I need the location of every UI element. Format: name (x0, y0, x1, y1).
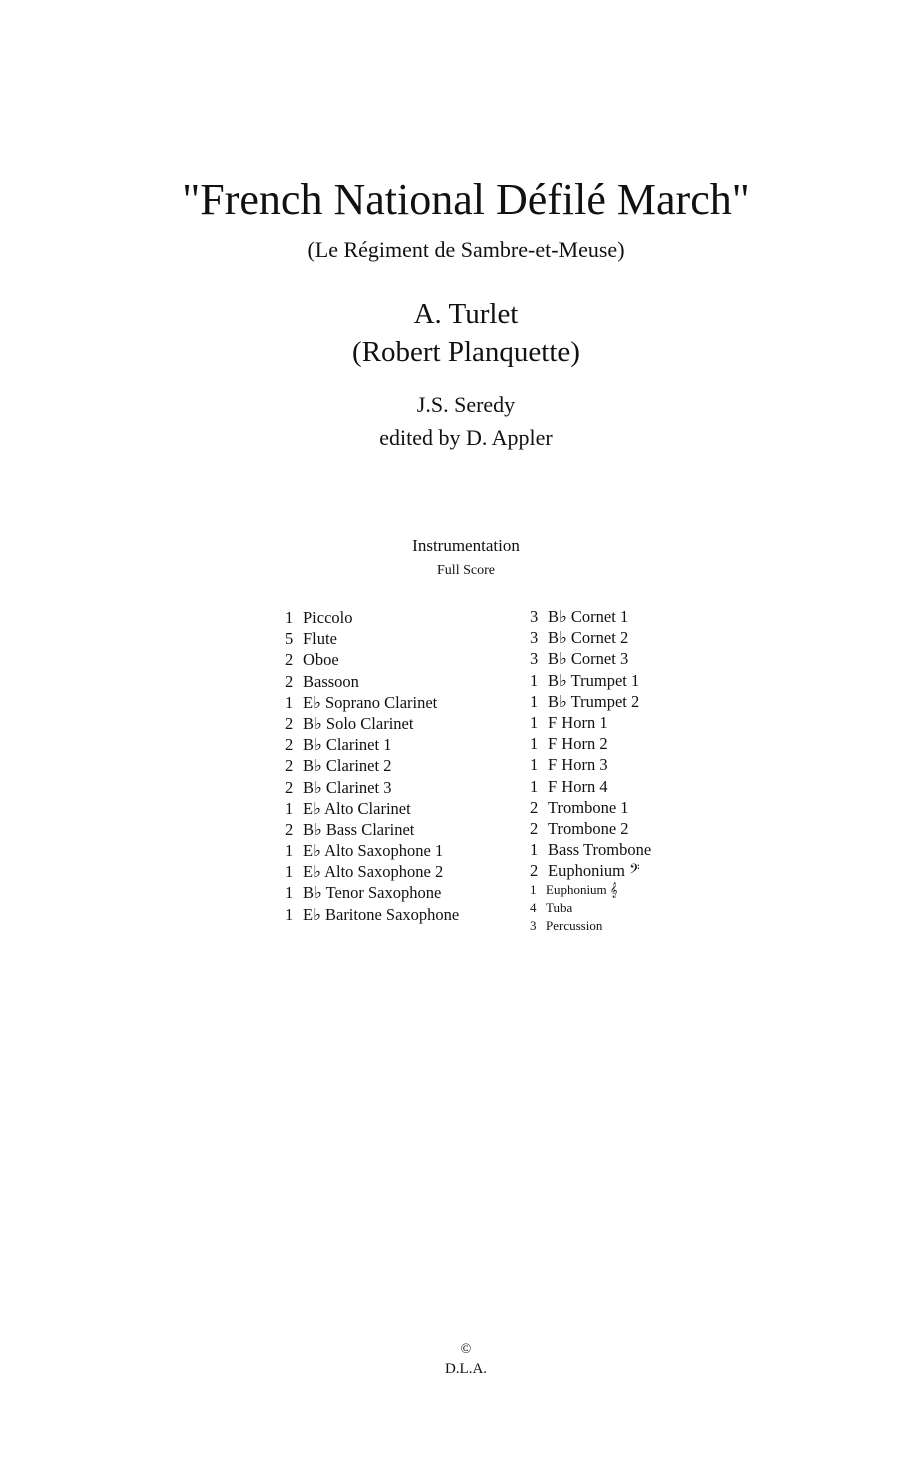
instrument-name: F Horn 3 (548, 755, 608, 775)
instrument-name: B♭ Bass Clarinet (303, 819, 415, 839)
instrument-row (530, 899, 651, 917)
instrument-quantity: 1 (530, 755, 539, 775)
instrument-row (285, 692, 459, 713)
instrument-name: E♭ Alto Clarinet (303, 798, 411, 818)
instrument-row (285, 734, 459, 755)
instrument-quantity: 2 (530, 797, 539, 817)
instrument-name: Percussion (546, 918, 603, 934)
instrument-row (530, 670, 651, 691)
instrument-name: Piccolo (303, 608, 353, 627)
instrumentation-heading: Instrumentation (412, 536, 520, 555)
instrument-list-right (530, 606, 651, 935)
instrument-row (530, 776, 651, 797)
instrument-quantity: 3 (530, 918, 537, 934)
instrument-name: Trombone 2 (548, 818, 629, 838)
instrument-quantity: 2 (285, 713, 294, 733)
instrument-row (285, 755, 459, 776)
score-title: "French National Défilé March" (182, 175, 750, 224)
instrument-name: B♭ Cornet 2 (548, 628, 629, 648)
instrument-list-left (285, 607, 459, 925)
instrument-row (530, 881, 651, 899)
instrument-quantity: 1 (285, 692, 294, 712)
instrument-quantity: 4 (530, 900, 537, 916)
instrument-quantity: 2 (285, 671, 294, 691)
instrument-row (285, 819, 459, 840)
instrument-row (285, 840, 459, 861)
instrument-row (530, 754, 651, 775)
instrument-row (285, 628, 459, 649)
instrument-quantity: 1 (285, 862, 294, 882)
instrument-row (530, 712, 651, 733)
instrument-quantity: 1 (285, 841, 294, 861)
instrument-row (285, 861, 459, 882)
instrument-name: B♭ Trumpet 2 (548, 691, 640, 711)
instrument-quantity: 2 (530, 818, 539, 838)
instrument-name: Oboe (303, 650, 339, 670)
instrument-name: B♭ Trumpet 1 (548, 670, 640, 690)
instrument-quantity: 2 (285, 819, 294, 839)
instrument-quantity: 1 (530, 882, 537, 898)
score-subtitle: (Le Régiment de Sambre-et-Meuse) (307, 237, 625, 262)
instrument-quantity: 2 (285, 756, 294, 776)
instrument-row (285, 671, 459, 692)
instrument-row (530, 691, 651, 712)
instrument-quantity: 5 (285, 629, 294, 649)
instrument-row (530, 818, 651, 839)
instrumentation-subheading: Full Score (437, 563, 495, 578)
editor-credit: edited by D. Appler (379, 425, 553, 450)
instrument-quantity: 1 (285, 798, 294, 818)
instrument-row (285, 882, 459, 903)
instrument-name: B♭ Clarinet 2 (303, 756, 392, 776)
instrument-row (530, 860, 651, 881)
instrument-name: Trombone 1 (548, 797, 629, 817)
instrument-quantity: 1 (285, 883, 294, 903)
instrument-name: Euphonium 𝄢 (548, 861, 640, 881)
instrument-quantity: 1 (530, 734, 539, 754)
instrument-row (285, 798, 459, 819)
instrument-quantity: 1 (285, 904, 294, 924)
instrument-quantity: 2 (285, 650, 294, 670)
instrument-name: E♭ Alto Saxophone 1 (303, 841, 444, 861)
composer-alt-name: (Robert Planquette) (352, 336, 580, 368)
instrument-row (285, 904, 459, 925)
instrument-name: E♭ Alto Saxophone 2 (303, 862, 444, 882)
instrument-row (285, 607, 459, 628)
instrument-name: F Horn 4 (548, 776, 608, 796)
instrument-quantity: 2 (530, 861, 539, 881)
instrument-name: B♭ Cornet 3 (548, 649, 629, 669)
instrument-quantity: 3 (530, 649, 539, 669)
instrument-quantity: 1 (530, 712, 539, 732)
instrument-name: B♭ Solo Clarinet (303, 713, 414, 733)
instrument-name: Tuba (546, 900, 573, 916)
instrument-quantity: 2 (285, 735, 294, 755)
arranger-name: J.S. Seredy (416, 392, 516, 417)
instrument-row (530, 606, 651, 627)
instrument-quantity: 1 (285, 608, 294, 627)
composer-name: A. Turlet (413, 298, 519, 330)
instrument-row (530, 627, 651, 648)
instrument-name: Euphonium 𝄞 (546, 882, 618, 898)
instrument-name: E♭ Soprano Clarinet (303, 692, 438, 712)
instrument-name: B♭ Cornet 1 (548, 607, 629, 626)
instrument-quantity: 3 (530, 607, 539, 626)
instrument-row (530, 648, 651, 669)
instrument-row (285, 777, 459, 798)
instrument-quantity: 1 (530, 840, 539, 860)
instrument-quantity: 2 (285, 777, 294, 797)
instrument-quantity: 1 (530, 670, 539, 690)
instrument-name: Bassoon (303, 671, 359, 691)
instrument-quantity: 1 (530, 776, 539, 796)
instrument-row (530, 733, 651, 754)
instrument-row (285, 713, 459, 734)
instrument-name: F Horn 1 (548, 712, 608, 732)
instrument-name: E♭ Baritone Saxophone (303, 904, 460, 924)
instrument-name: B♭ Clarinet 1 (303, 735, 392, 755)
instrument-name: B♭ Clarinet 3 (303, 777, 392, 797)
instrument-name: B♭ Tenor Saxophone (303, 883, 442, 903)
instrument-row (285, 649, 459, 670)
instrument-row (530, 917, 651, 935)
instrument-name: Flute (303, 629, 337, 649)
instrument-quantity: 1 (530, 691, 539, 711)
instrument-row (530, 839, 651, 860)
instrument-name: Bass Trombone (548, 840, 652, 860)
instrument-row (530, 797, 651, 818)
instrument-quantity: 3 (530, 628, 539, 648)
copyright-symbol: © (460, 1342, 472, 1357)
instrument-name: F Horn 2 (548, 734, 608, 754)
copyright-owner: D.L.A. (444, 1361, 488, 1377)
